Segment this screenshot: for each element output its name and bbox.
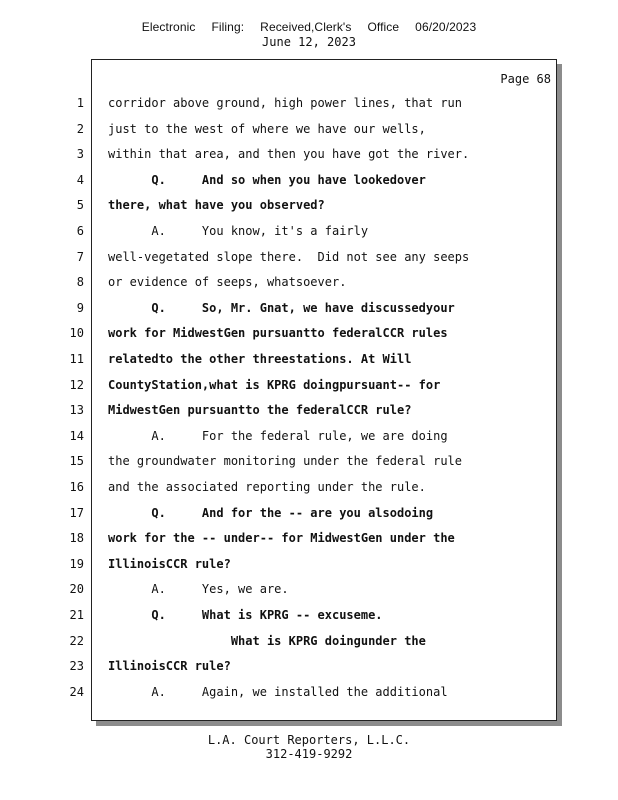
line-text: Q. And so when you have lookedover (108, 172, 426, 187)
line-text: well-vegetated slope there. Did not see any seeps (108, 249, 470, 264)
line-number: 21 (69, 608, 84, 622)
line-number: 15 (69, 454, 84, 469)
line-text: IllinoisCCR rule? (108, 659, 231, 674)
transcript-line (0, 349, 618, 369)
transcript-line (0, 451, 618, 471)
transcript-line (0, 272, 618, 292)
line-text: just to the west of where we have our wells, (108, 121, 426, 136)
line-text: A. Again, we installed the additional (108, 684, 448, 699)
line-text: MidwestGen pursuantto the federalCCR rule? (108, 403, 412, 418)
transcript-line (0, 195, 618, 215)
line-number: 11 (69, 352, 84, 366)
line-number: 18 (69, 531, 84, 546)
stamp-office: Office (367, 20, 400, 34)
line-text: or evidence of seeps, whatsoever. (108, 275, 347, 290)
line-number: 8 (76, 275, 84, 290)
line-number: 20 (69, 582, 84, 597)
line-text: within that area, and then you have got the river. (108, 147, 470, 162)
line-text: Q. And for the -- are you alsodoing (108, 505, 434, 520)
transcript-line (0, 375, 618, 395)
transcript-line (0, 400, 618, 420)
line-number: 7 (76, 249, 84, 264)
transcript-line (0, 323, 618, 343)
stamp-received: Received,Clerk's (260, 20, 352, 34)
line-number: 14 (69, 428, 84, 443)
efiling-stamp (0, 20, 618, 34)
line-number: 6 (76, 224, 84, 238)
footer-company: L.A. Court Reporters, L.L.C. (207, 733, 411, 747)
line-text: A. You know, it's a fairly (108, 224, 369, 238)
line-text: A. For the federal rule, we are doing (108, 428, 448, 443)
line-number: 24 (69, 684, 84, 699)
transcript-line (0, 119, 618, 139)
line-number: 3 (76, 147, 84, 162)
transcript-line (0, 298, 618, 318)
transcript-line (0, 144, 618, 164)
transcript-line (0, 631, 618, 651)
line-number: 5 (76, 198, 84, 213)
transcript-line (0, 170, 618, 190)
line-number: 19 (69, 556, 84, 571)
line-text: Q. What is KPRG -- excuseme. (108, 608, 383, 622)
line-text: relatedto the other threestations. At Will (108, 352, 412, 366)
line-text: the groundwater monitoring under the federal rule (108, 454, 463, 469)
line-text: IllinoisCCR rule? (108, 556, 231, 571)
line-text: A. Yes, we are. (108, 582, 289, 597)
transcript-line (0, 247, 618, 267)
page-number: Page 68 (500, 72, 551, 86)
stamp-filing: Filing: (211, 20, 245, 34)
stamp-electronic: Electronic (141, 20, 196, 34)
line-number: 16 (69, 480, 84, 494)
line-text: work for MidwestGen pursuantto federalCCR rules (108, 326, 448, 341)
line-number: 23 (69, 659, 84, 674)
transcript-line (0, 528, 618, 548)
transcript-line (0, 579, 618, 599)
transcript-line (0, 554, 618, 574)
transcript-line (0, 682, 618, 702)
line-text: there, what have you observed? (108, 198, 325, 213)
line-number: 2 (76, 121, 84, 136)
footer-phone: 312-419-9292 (265, 747, 353, 761)
line-number: 1 (76, 96, 84, 110)
line-text: work for the -- under-- for MidwestGen under the (108, 531, 455, 546)
line-number: 17 (69, 505, 84, 520)
transcript-line (0, 503, 618, 523)
line-text: CountyStation,what is KPRG doingpursuant-- for (108, 377, 441, 392)
transcript-line (0, 477, 618, 497)
line-text: corridor above ground, high power lines, that run (108, 96, 463, 110)
line-number: 12 (69, 377, 84, 392)
line-number: 9 (76, 300, 84, 315)
line-number: 4 (76, 172, 84, 187)
stamp-date: 06/20/2023 (415, 20, 477, 34)
line-number: 13 (69, 403, 84, 418)
transcript-line (0, 93, 618, 113)
deposition-date: June 12, 2023 (262, 35, 356, 49)
transcript-line (0, 426, 618, 446)
line-number: 10 (69, 326, 84, 341)
transcript-line (0, 605, 618, 625)
transcript-line (0, 221, 618, 241)
line-number: 22 (69, 633, 84, 648)
transcript-line (0, 656, 618, 676)
line-text: What is KPRG doingunder the (108, 633, 426, 648)
line-text: Q. So, Mr. Gnat, we have discussedyour (108, 300, 455, 315)
line-text: and the associated reporting under the rule. (108, 480, 426, 494)
